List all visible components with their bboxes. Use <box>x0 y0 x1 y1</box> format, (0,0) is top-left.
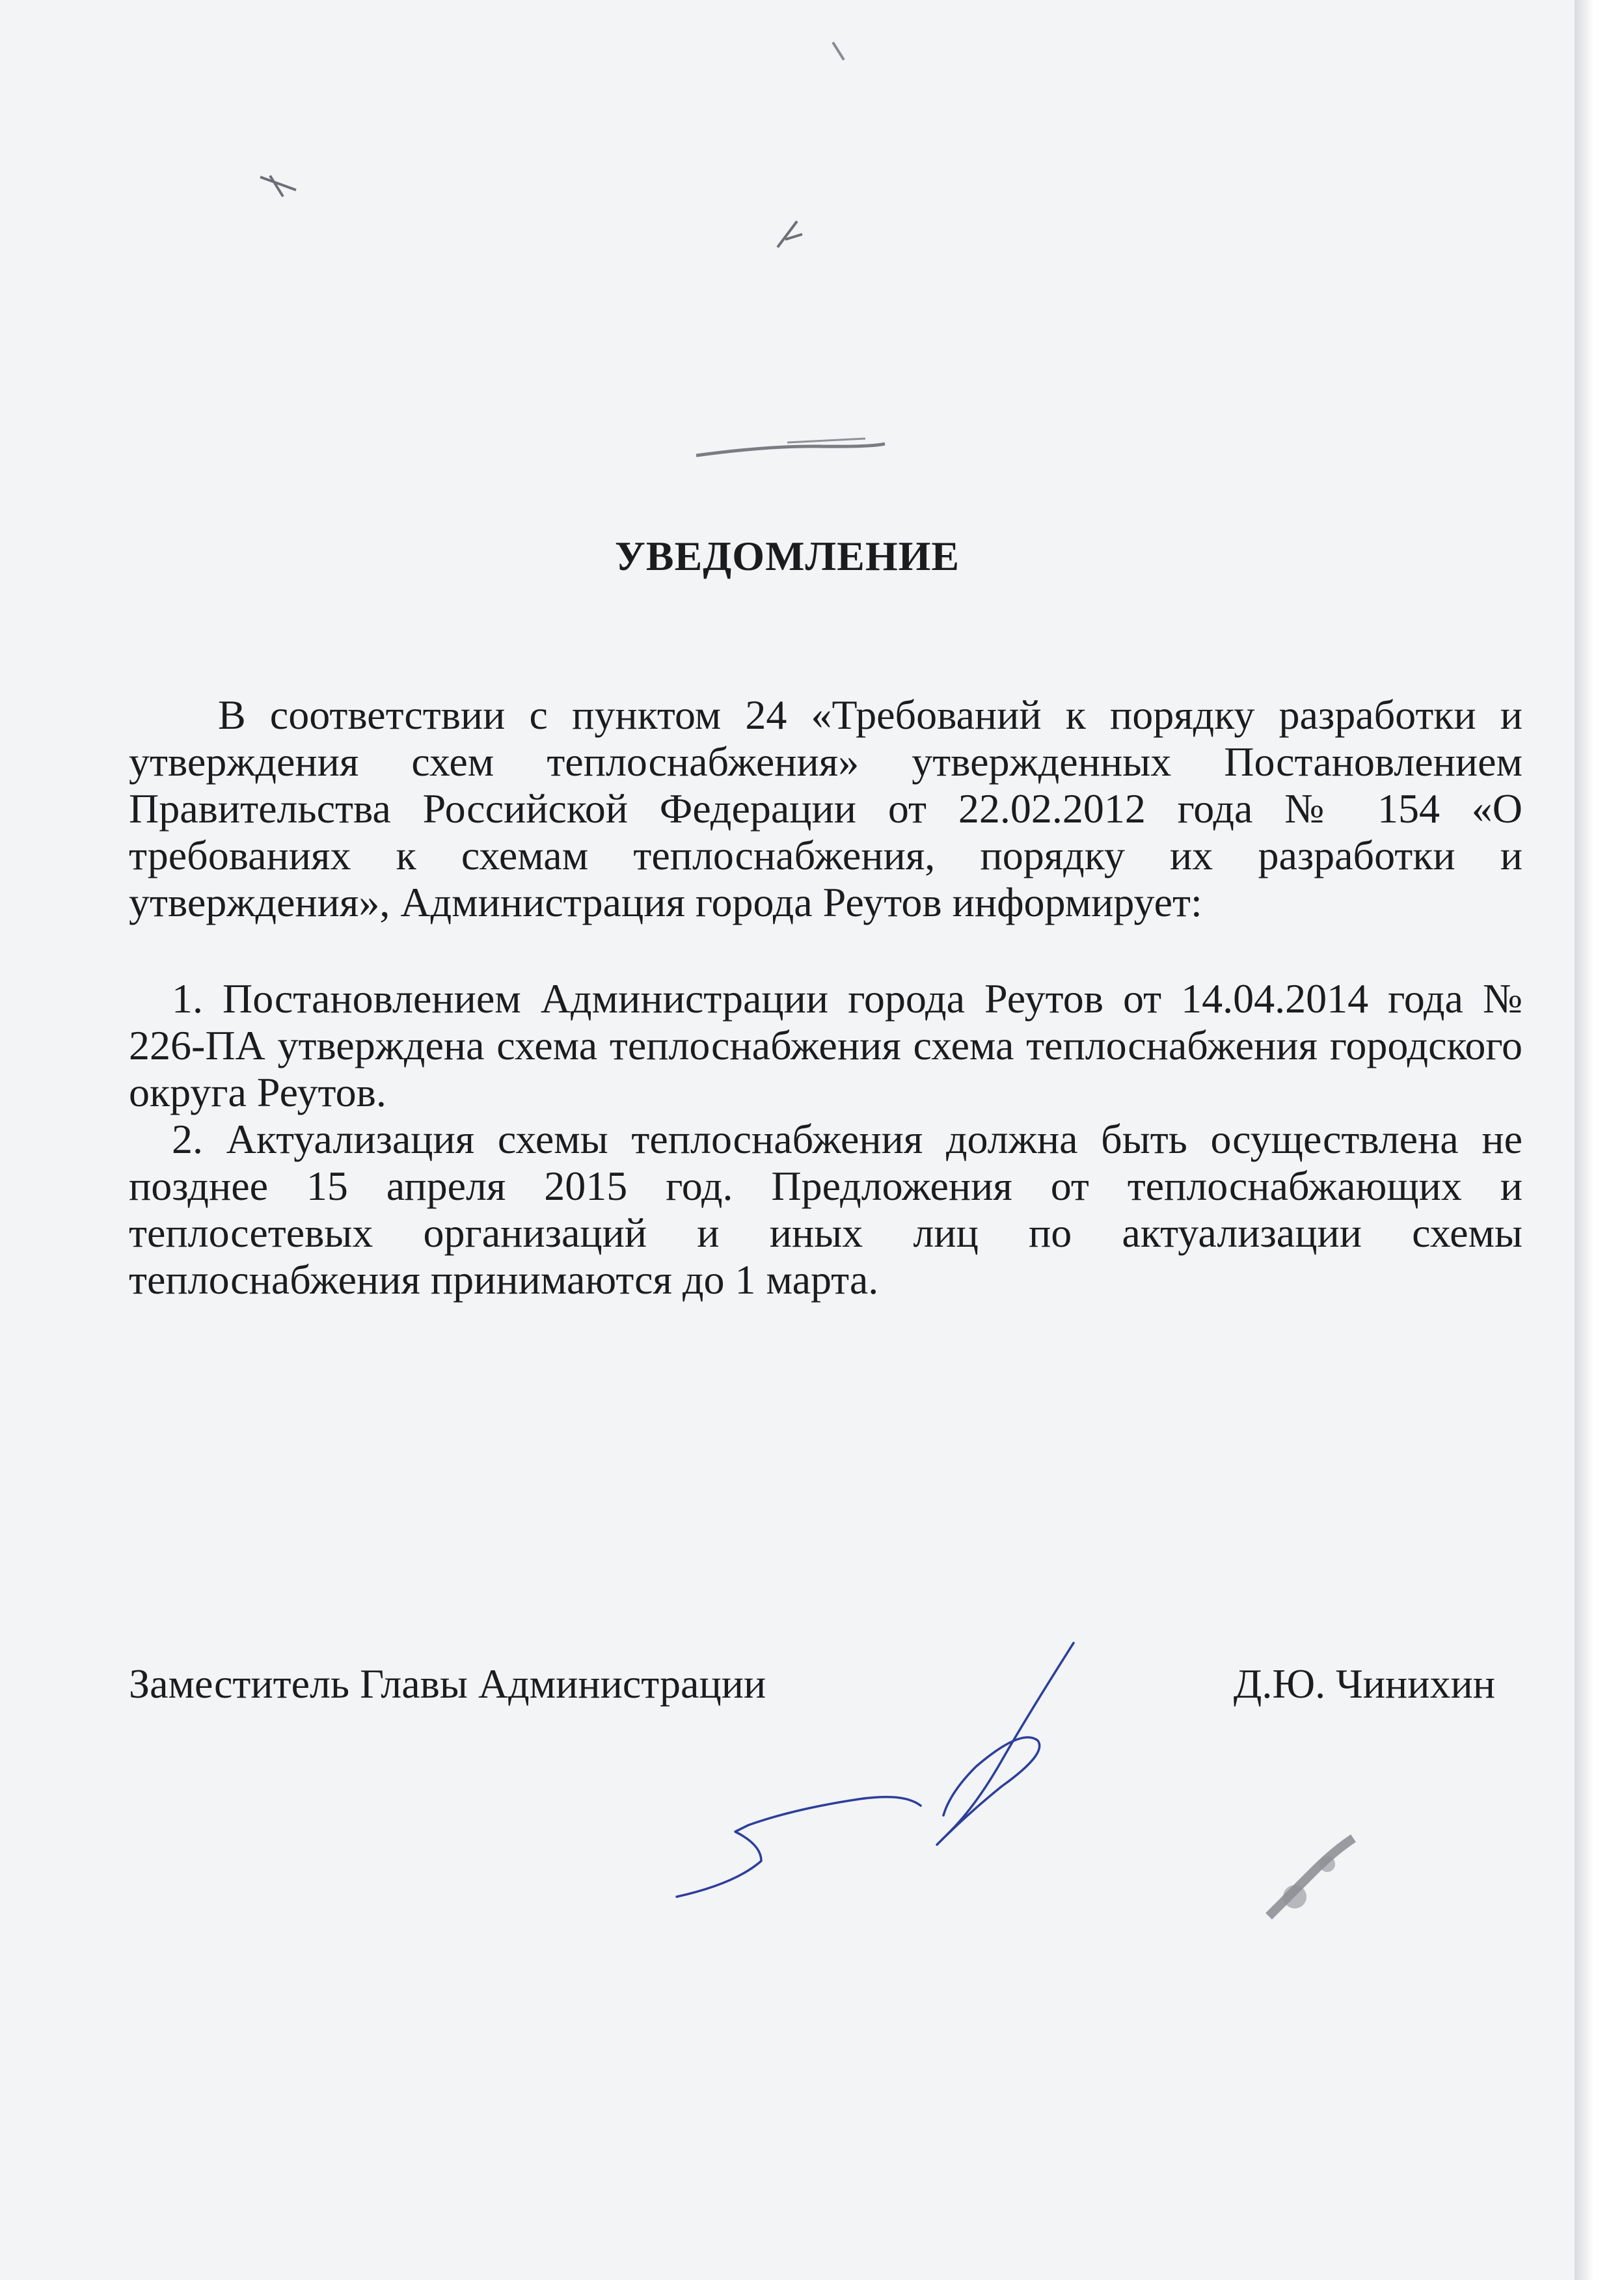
list-item: 1. Постановлением Администрации города Реутов от 14.04.2014 года № 226-ПА утверждена схема теплоснабжения схема теплоснабжения городского округа Реутов. <box>129 975 1522 1115</box>
signatory-name: Д.Ю. Чинихин <box>1233 1661 1495 1707</box>
intro-paragraph: В соответствии с пунктом 24 «Требований к порядку разработки и утверждения схем теплоснабжения» утвержденных Постановлением Правительства Российской Федерации от 22.02.2012 года № 154 «О требованиях к схемам теплоснабжения, порядку их разработки и утверждения», Администрация города Реутов информирует: <box>129 692 1522 925</box>
scan-mark-top-center <box>771 215 810 254</box>
signatory-position: Заместитель Главы Администрации <box>129 1661 766 1707</box>
smudge-bottom-right <box>1256 1825 1360 1929</box>
scan-mark-top-right <box>830 39 849 65</box>
scan-mark-top-left <box>257 170 309 203</box>
list-item: 2. Актуализация схемы теплоснабжения должна быть осуществлена не позднее 15 апреля 2015 год. Предложения от теплоснабжающих и теплосетевых организаций и иных лиц по актуализации схемы теплоснабжения принимаются до 1 марта. <box>129 1116 1522 1303</box>
scan-border <box>1575 0 1624 2280</box>
handwritten-signature <box>664 1630 1106 1903</box>
scan-streak <box>690 429 891 462</box>
document-title: УВЕДОМЛЕНИЕ <box>614 533 960 579</box>
